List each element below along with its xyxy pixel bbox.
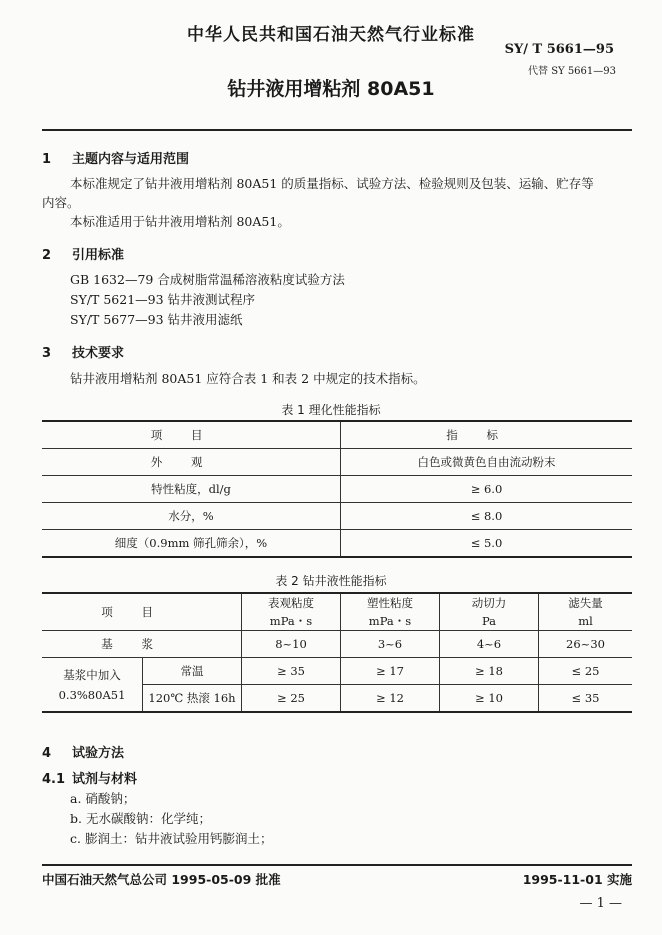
table-row bbox=[42, 658, 632, 685]
reference-item: SY/T 5621—93 钻井液测试程序 bbox=[70, 292, 256, 307]
group-label-line-2: 0.3%80A51 bbox=[58, 687, 126, 702]
section-1-number: 1 bbox=[42, 152, 52, 167]
table-cell: ≤ 5.0 bbox=[341, 530, 633, 558]
table-cell: 8~10 bbox=[242, 631, 341, 658]
table-cell: ≥ 12 bbox=[341, 685, 440, 713]
table-row bbox=[42, 476, 632, 503]
table-cell: 120℃ 热滚 16h bbox=[143, 685, 242, 713]
header-divider bbox=[42, 129, 632, 131]
section-2-heading bbox=[42, 244, 124, 263]
section-4-heading bbox=[42, 742, 124, 761]
table-2-caption: 表 2 钻井液性能指标 bbox=[275, 574, 387, 588]
section-4-title: 试验方法 bbox=[72, 746, 125, 761]
reference-item: SY/T 5677—93 钻井液用滤纸 bbox=[70, 312, 243, 327]
subsection-4-1-number: 4.1 bbox=[42, 772, 66, 787]
table-row bbox=[42, 530, 632, 558]
page-number: — 1 — bbox=[579, 896, 622, 911]
table-cell: ≥ 18 bbox=[440, 658, 539, 685]
table-cell: 外观 bbox=[42, 449, 341, 476]
section-3-number: 3 bbox=[42, 346, 52, 361]
table-cell: ≥ 10 bbox=[440, 685, 539, 713]
table-cell: ≤ 8.0 bbox=[341, 503, 633, 530]
table-2-col-name: 动切力 bbox=[440, 593, 539, 612]
section-1-heading bbox=[42, 148, 189, 167]
table-1-head-item: 项目 bbox=[42, 421, 341, 449]
document-title: 钻井液用增粘剂 80A51 bbox=[227, 78, 435, 100]
effective-date: 1995-11-01 实施 bbox=[522, 872, 632, 887]
section-3-para: 钻井液用增粘剂 80A51 应符合表 1 和表 2 中规定的技术指标。 bbox=[70, 371, 426, 386]
table-2-col-unit: ml bbox=[539, 612, 633, 631]
table-row bbox=[42, 421, 632, 449]
table-2-base-label: 基浆 bbox=[42, 631, 242, 658]
group-label-line-1: 基浆中加入 bbox=[63, 667, 121, 682]
table-2-col-name: 塑性粘度 bbox=[341, 593, 440, 612]
table-2-group-label bbox=[42, 658, 143, 713]
subsection-4-1-heading bbox=[42, 768, 137, 787]
replaces-standard: 代替 SY 5661—93 bbox=[528, 66, 616, 77]
table-cell: ≤ 35 bbox=[539, 685, 633, 713]
table-row bbox=[42, 631, 632, 658]
table-cell: 特性粘度，dl/g bbox=[42, 476, 341, 503]
standard-number: SY/ T 5661—95 bbox=[504, 42, 614, 57]
org-title: 中华人民共和国石油天然气行业标准 bbox=[187, 25, 475, 45]
list-item: a. 硝酸钠； bbox=[70, 791, 136, 806]
list-item: c. 膨润土：钻井液试验用钙膨润土； bbox=[70, 831, 273, 846]
table-cell: 常温 bbox=[143, 658, 242, 685]
table-row bbox=[42, 503, 632, 530]
table-cell: 水分，% bbox=[42, 503, 341, 530]
table-2-col-unit: mPa・s bbox=[341, 612, 440, 631]
section-1-para-1a: 本标准规定了钻井液用增粘剂 80A51 的质量指标、试验方法、检验规则及包装、运输、贮存等 bbox=[70, 176, 594, 191]
table-cell: 细度（0.9mm 筛孔筛余），% bbox=[42, 530, 341, 558]
table-cell: 3~6 bbox=[341, 631, 440, 658]
footer-divider bbox=[42, 864, 632, 866]
table-2-col-unit: Pa bbox=[440, 612, 539, 631]
section-1-para-2: 本标准适用于钻井液用增粘剂 80A51。 bbox=[70, 214, 290, 229]
section-3-heading bbox=[42, 342, 124, 361]
table-cell: ≥ 35 bbox=[242, 658, 341, 685]
table-cell: 4~6 bbox=[440, 631, 539, 658]
subsection-4-1-title: 试剂与材料 bbox=[72, 772, 138, 787]
list-item: b. 无水碳酸钠：化学纯； bbox=[70, 811, 211, 826]
table-2-col-name: 表观粘度 bbox=[242, 593, 341, 612]
section-1-para-1b: 内容。 bbox=[42, 195, 80, 210]
section-2-title: 引用标准 bbox=[72, 248, 125, 263]
table-1-caption: 表 1 理化性能指标 bbox=[281, 403, 381, 417]
approval-info: 中国石油天然气总公司 1995-05-09 批准 bbox=[42, 872, 281, 887]
reference-item: GB 1632—79 合成树脂常温稀溶液粘度试验方法 bbox=[70, 272, 345, 287]
table-row bbox=[42, 449, 632, 476]
table-2-head-item: 项目 bbox=[42, 593, 242, 631]
table-2 bbox=[42, 592, 632, 713]
table-1 bbox=[42, 420, 632, 558]
table-cell: ≥ 25 bbox=[242, 685, 341, 713]
table-cell: ≥ 6.0 bbox=[341, 476, 633, 503]
table-1-head-index: 指标 bbox=[341, 421, 633, 449]
section-1-title: 主题内容与适用范围 bbox=[72, 152, 190, 167]
table-cell: ≥ 17 bbox=[341, 658, 440, 685]
section-3-title: 技术要求 bbox=[72, 346, 125, 361]
table-2-col-unit: mPa・s bbox=[242, 612, 341, 631]
table-cell: 26~30 bbox=[539, 631, 633, 658]
table-row bbox=[42, 593, 632, 612]
table-cell: ≤ 25 bbox=[539, 658, 633, 685]
table-2-col-name: 滤失量 bbox=[539, 593, 633, 612]
table-cell: 白色或微黄色自由流动粉末 bbox=[341, 449, 633, 476]
section-2-number: 2 bbox=[42, 248, 52, 263]
section-4-number: 4 bbox=[42, 746, 52, 761]
